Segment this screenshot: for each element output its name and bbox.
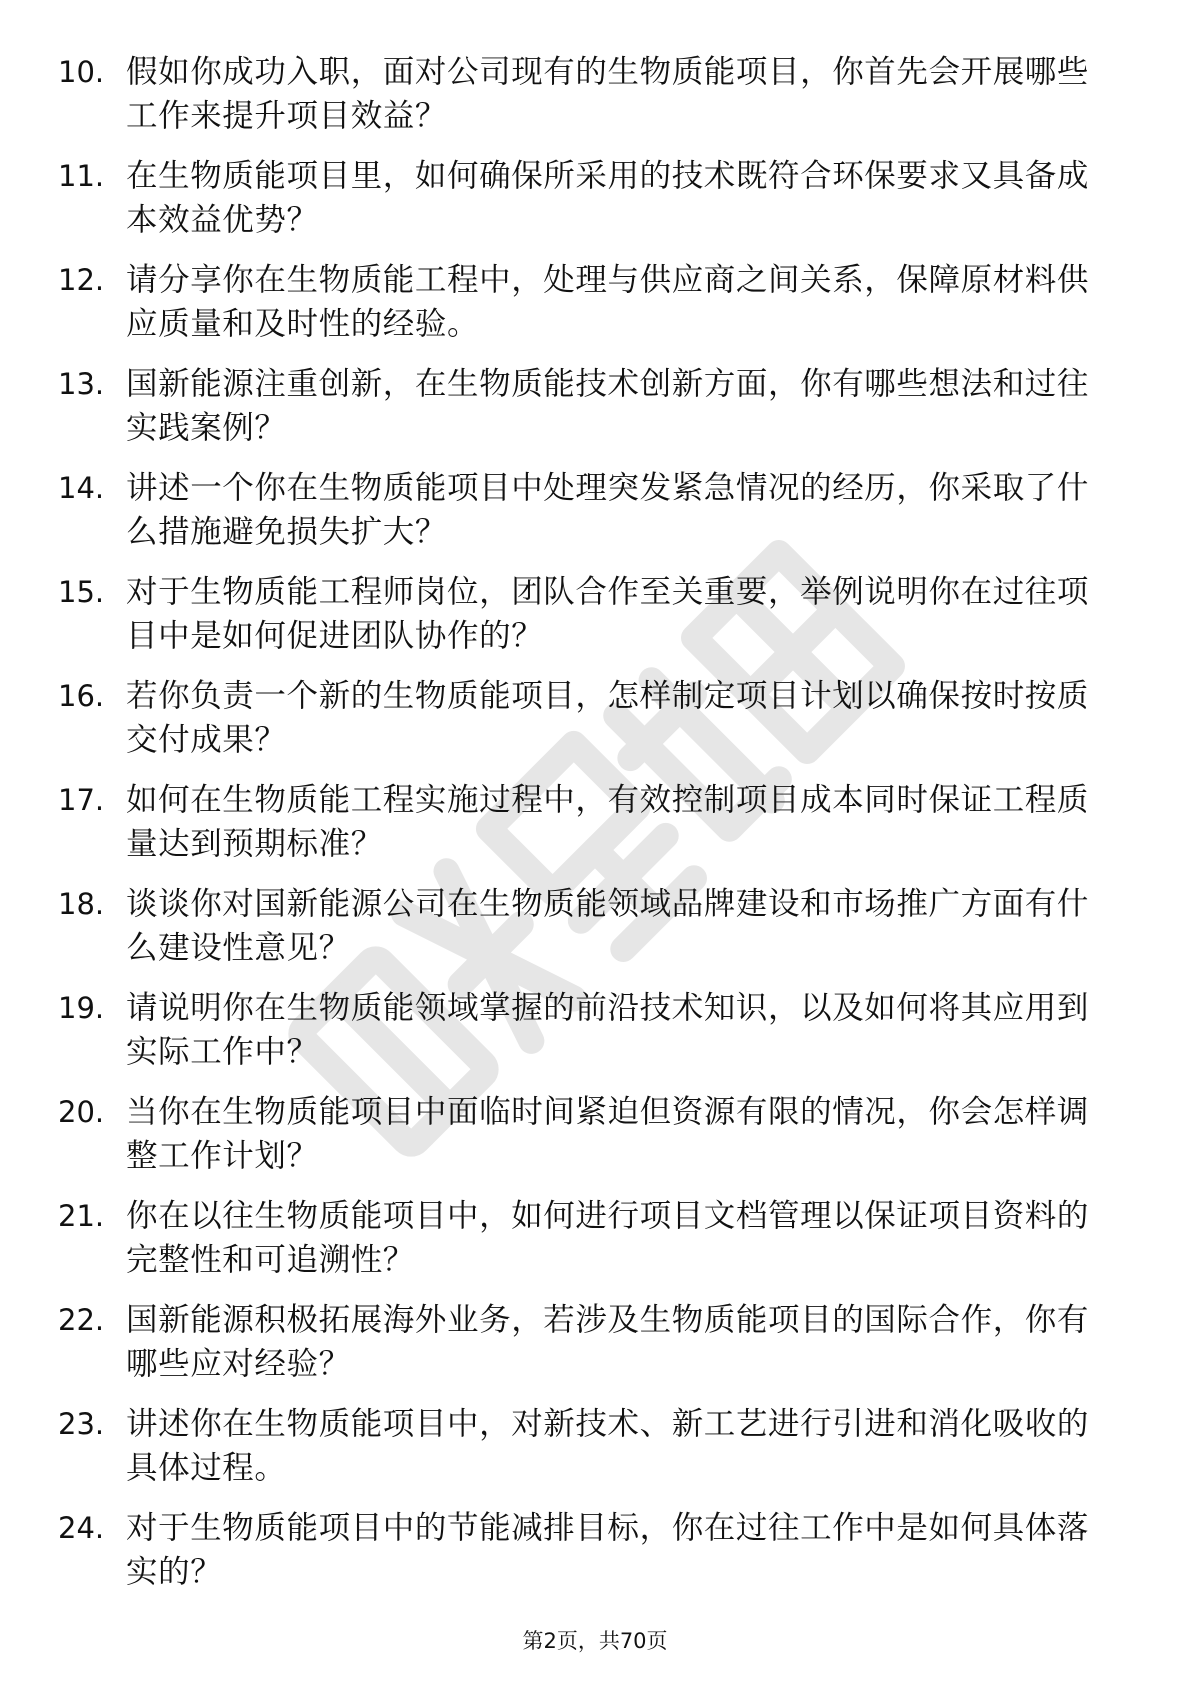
list-item — [0, 674, 1190, 778]
list-item — [0, 154, 1190, 258]
question-text: 国新能源注重创新，在生物质能技术创新方面，你有哪些想法和过往实践案例？ — [126, 366, 1090, 446]
question-number: 22. — [58, 1303, 105, 1337]
question-number: 20. — [58, 1095, 105, 1129]
question-number: 21. — [58, 1199, 105, 1233]
question-text: 对于生物质能项目中的节能减排目标，你在过往工作中是如何具体落实的？ — [126, 1510, 1090, 1590]
question-number: 10. — [58, 55, 105, 89]
question-number: 24. — [58, 1511, 105, 1545]
question-text: 在生物质能项目里，如何确保所采用的技术既符合环保要求又具备成本效益优势？ — [126, 158, 1090, 238]
list-item — [0, 466, 1190, 570]
question-text: 讲述你在生物质能项目中，对新技术、新工艺进行引进和消化吸收的具体过程。 — [126, 1406, 1090, 1486]
question-text: 请说明你在生物质能领域掌握的前沿技术知识，以及如何将其应用到实际工作中？ — [126, 990, 1090, 1070]
list-item — [0, 50, 1190, 154]
question-number: 19. — [58, 991, 105, 1025]
question-text: 当你在生物质能项目中面临时间紧迫但资源有限的情况，你会怎样调整工作计划？ — [126, 1094, 1090, 1174]
question-text: 国新能源积极拓展海外业务，若涉及生物质能项目的国际合作，你有哪些应对经验？ — [126, 1302, 1090, 1382]
list-item — [0, 1298, 1190, 1402]
question-number: 12. — [58, 263, 105, 297]
question-text: 你在以往生物质能项目中，如何进行项目文档管理以保证项目资料的完整性和可追溯性？ — [126, 1198, 1090, 1278]
list-item — [0, 986, 1190, 1090]
question-text: 若你负责一个新的生物质能项目，怎样制定项目计划以确保按时按质交付成果？ — [126, 678, 1090, 758]
question-number: 17. — [58, 783, 105, 817]
question-text: 讲述一个你在生物质能项目中处理突发紧急情况的经历，你采取了什么措施避免损失扩大？ — [126, 470, 1090, 550]
list-item — [0, 882, 1190, 986]
question-number: 11. — [58, 159, 105, 193]
question-text: 假如你成功入职，面对公司现有的生物质能项目，你首先会开展哪些工作来提升项目效益？ — [126, 54, 1090, 134]
list-item — [0, 1506, 1190, 1610]
list-item — [0, 1194, 1190, 1298]
list-item — [0, 362, 1190, 466]
list-item — [0, 778, 1190, 882]
page-number: 第2页，共70页 — [522, 1629, 668, 1653]
question-text: 谈谈你对国新能源公司在生物质能领域品牌建设和市场推广方面有什么建设性意见？ — [126, 886, 1090, 966]
list-item — [0, 1090, 1190, 1194]
list-item — [0, 258, 1190, 362]
question-number: 18. — [58, 887, 105, 921]
question-number: 15. — [58, 575, 105, 609]
question-number: 16. — [58, 679, 105, 713]
question-number: 14. — [58, 471, 105, 505]
list-item — [0, 570, 1190, 674]
question-text: 请分享你在生物质能工程中，处理与供应商之间关系，保障原材料供应质量和及时性的经验。 — [126, 262, 1090, 342]
question-text: 对于生物质能工程师岗位，团队合作至关重要，举例说明你在过往项目中是如何促进团队协作的？ — [126, 574, 1090, 654]
question-number: 13. — [58, 367, 105, 401]
question-list — [0, 50, 1190, 1610]
list-item — [0, 1402, 1190, 1506]
question-text: 如何在生物质能工程实施过程中，有效控制项目成本同时保证工程质量达到预期标准？ — [126, 782, 1090, 862]
question-number: 23. — [58, 1407, 105, 1441]
